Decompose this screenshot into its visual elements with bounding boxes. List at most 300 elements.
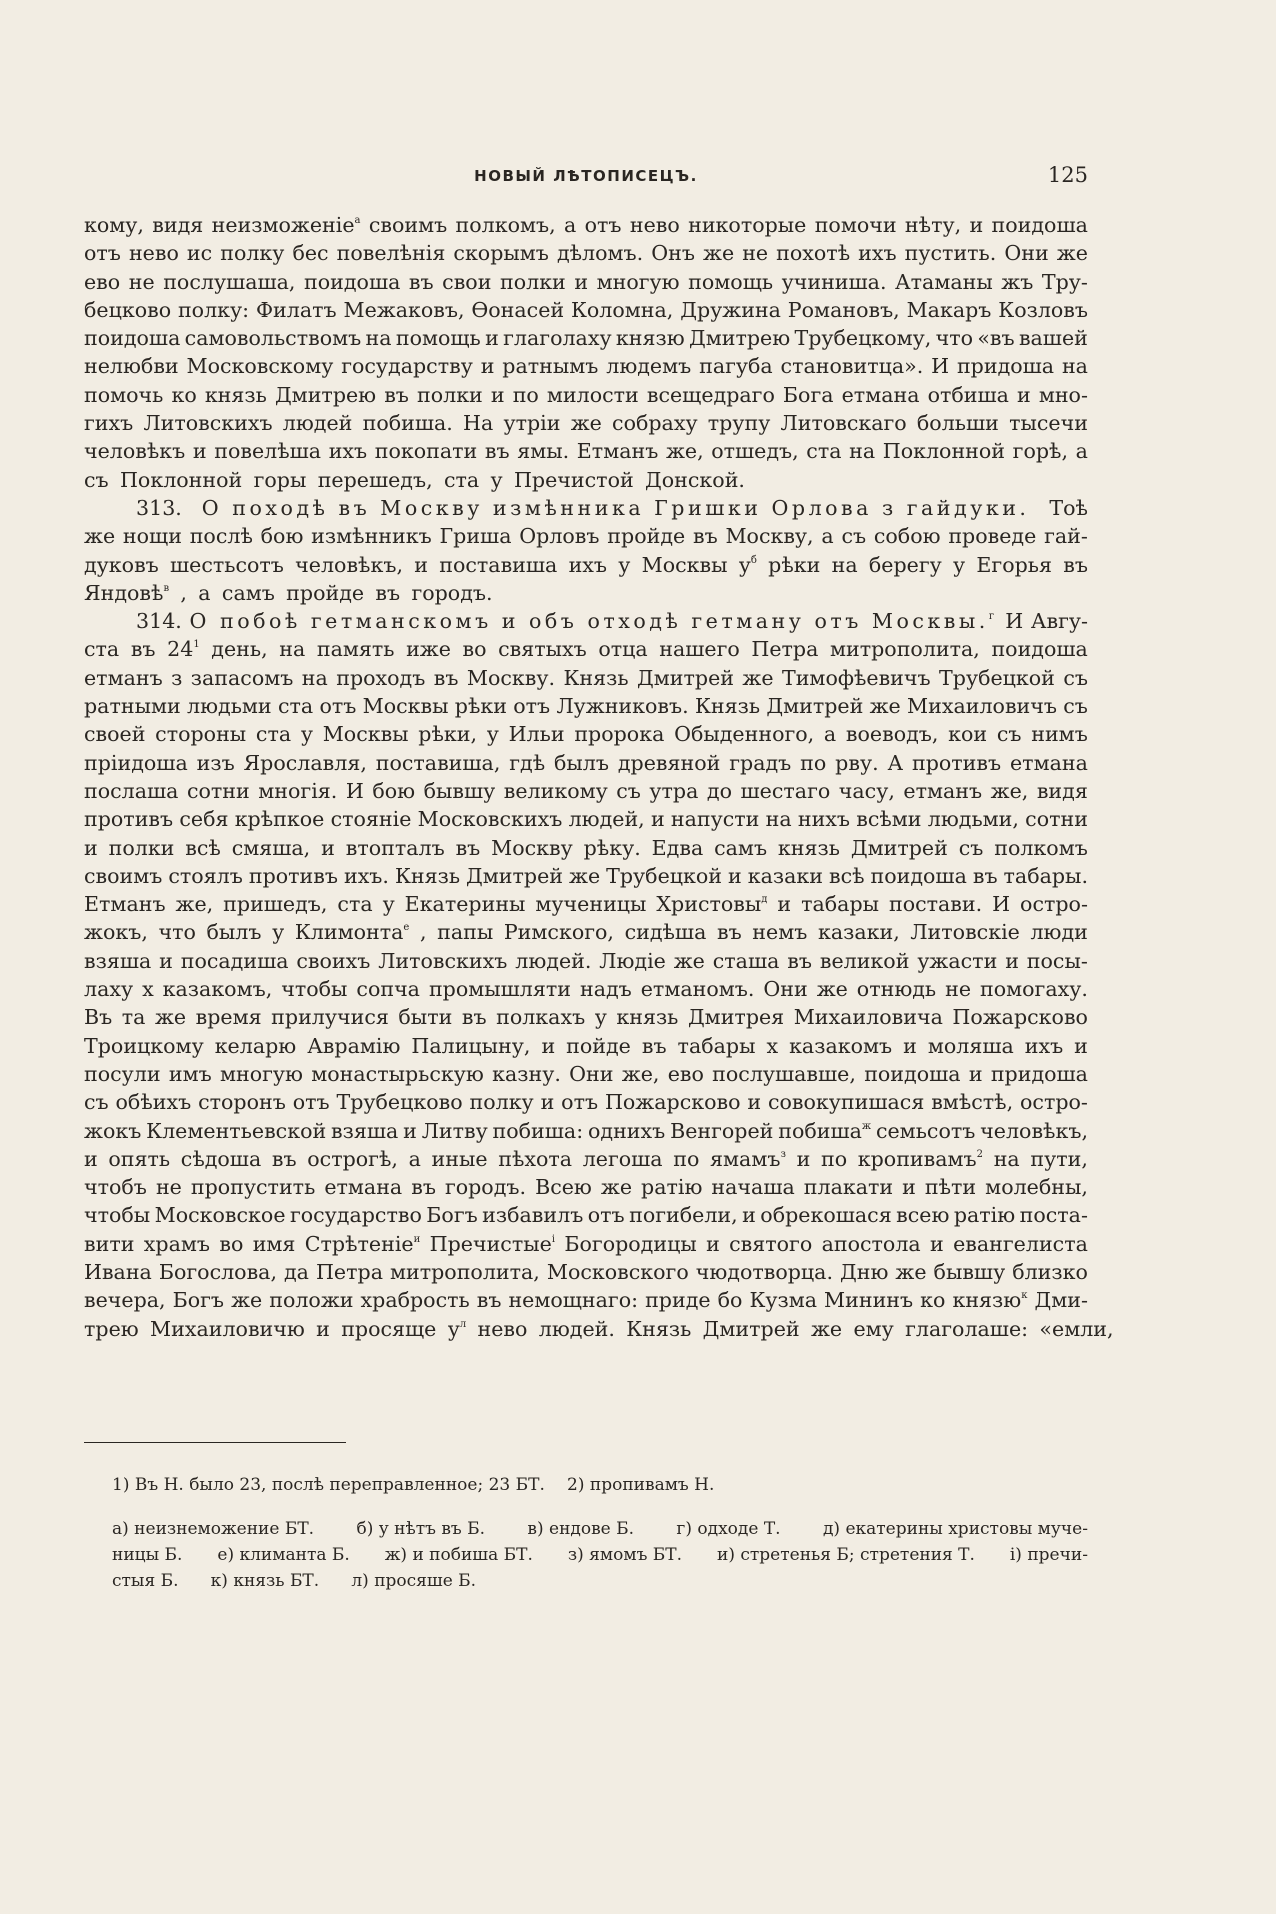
word: не — [155, 1175, 182, 1200]
word: въ — [384, 382, 409, 407]
word: поставиша — [439, 552, 558, 577]
word: Обыденного, — [674, 722, 815, 747]
text-line — [84, 777, 1088, 805]
word: надъ — [579, 977, 632, 1002]
word: посадиша — [180, 948, 289, 973]
word: полки — [416, 382, 483, 407]
word: во — [219, 1231, 244, 1256]
word: же — [1056, 241, 1088, 266]
word: же, — [665, 439, 704, 464]
text-line — [84, 1286, 1088, 1314]
word: ста — [255, 722, 292, 747]
word: людей, — [568, 807, 645, 832]
word: ста — [84, 637, 120, 662]
word: своей — [84, 722, 146, 747]
word: митрополита, — [829, 637, 980, 662]
word: въ — [130, 637, 156, 662]
word: молебны, — [985, 1175, 1088, 1200]
word: етмана — [324, 1175, 403, 1200]
word: у — [486, 722, 499, 747]
variant-note: к) князь БТ. — [210, 1571, 320, 1591]
text-line — [84, 805, 1088, 833]
text-line — [84, 1315, 1114, 1343]
word: глаголаху — [503, 326, 612, 351]
word: Князь — [626, 1316, 692, 1341]
word: трею — [84, 1316, 139, 1341]
word: и — [650, 807, 665, 832]
text-line — [84, 1032, 1088, 1060]
variant-note: а) неизнеможение БТ. — [112, 1519, 315, 1539]
footnote-marker: ж — [861, 1120, 872, 1132]
word: съ — [1063, 694, 1088, 719]
word: Литовскихъ — [143, 411, 273, 436]
word: пророка — [574, 722, 665, 747]
word: Орловъ — [519, 524, 600, 549]
word: 313. — [136, 495, 182, 520]
text-line — [84, 749, 1088, 777]
word: самъ — [714, 835, 768, 860]
word: апостола — [821, 1231, 921, 1256]
footnotes-main — [112, 1472, 1088, 1498]
word: И — [1005, 609, 1024, 634]
word: Гриша — [439, 524, 512, 549]
word: людьми, — [927, 807, 1019, 832]
word: гдѣ — [509, 750, 546, 775]
word: же — [600, 1175, 633, 1200]
word: гихъ — [84, 411, 134, 436]
word: у — [594, 1005, 607, 1030]
word: Коломна, — [570, 297, 674, 322]
word: Дмитрей — [466, 863, 564, 888]
word: память — [316, 637, 395, 662]
word: до — [706, 778, 733, 803]
word: Макаръ — [906, 297, 992, 322]
footnote-marker: в — [163, 582, 170, 594]
word: Дмитрею — [274, 382, 377, 407]
word: казакомъ, — [162, 977, 273, 1002]
word: побиша$^ж$ — [778, 1118, 872, 1143]
word: ста — [277, 694, 314, 719]
text-line — [84, 918, 1088, 946]
word: пѣти — [924, 1175, 977, 1200]
word: Ярославля, — [243, 750, 367, 775]
word: князь — [777, 835, 840, 860]
word: Дмитрея — [687, 1005, 785, 1030]
word: Тру- — [1041, 269, 1088, 294]
word: промышляти — [428, 977, 571, 1002]
word: у — [618, 552, 631, 577]
word: ихъ — [1024, 1033, 1064, 1058]
word: ему — [853, 1316, 894, 1341]
text-line — [84, 409, 1088, 437]
text-line — [84, 324, 1088, 352]
word: Дню — [840, 1259, 889, 1284]
word: гай- — [1044, 524, 1088, 549]
word: втопталъ — [345, 835, 445, 860]
word: въ — [271, 1146, 297, 1171]
word: и — [968, 1061, 983, 1086]
word: а — [198, 580, 211, 605]
word: всею — [896, 1203, 950, 1228]
word: ямы. — [517, 439, 570, 464]
word: нихъ — [797, 807, 851, 832]
section-heading: О походѣ въ Москву измѣнника Гришки Орлова з гайдуки. — [201, 495, 1030, 520]
word: у — [300, 722, 313, 747]
word: своимъ — [84, 863, 163, 888]
word: же, — [175, 892, 214, 917]
word: послушаша, — [163, 269, 296, 294]
section-heading: О побоѣ гетманскомъ и объ отходѣ гетману отъ Москвы.$^г$ — [189, 609, 998, 634]
word: нашего — [659, 637, 740, 662]
word: утріи — [503, 411, 561, 436]
word: сидѣша — [624, 920, 707, 945]
word: всѣми — [856, 807, 922, 832]
word: Екатерины — [404, 892, 526, 917]
word: Михаиловичъ — [907, 694, 1057, 719]
word: пагуба — [699, 354, 773, 379]
word: шестьсотъ — [170, 552, 284, 577]
word: Князь — [694, 694, 761, 719]
word: напусти — [670, 807, 760, 832]
word: собраху — [612, 411, 698, 436]
word: Москву. — [466, 665, 556, 690]
word: помощь — [688, 269, 774, 294]
word: Они — [763, 977, 808, 1002]
word: Московское — [154, 1203, 286, 1228]
word: на — [831, 552, 858, 577]
word: пути, — [1030, 1146, 1088, 1171]
word: Дружина — [680, 297, 781, 322]
word: у — [490, 467, 503, 492]
word: видя — [152, 213, 204, 237]
word: бою — [260, 524, 304, 549]
word: отъ — [84, 241, 121, 266]
word: былъ — [206, 920, 262, 945]
word: жъ — [1001, 269, 1034, 294]
word: съ — [996, 722, 1022, 747]
word: отъ — [561, 1090, 599, 1115]
word: ратію — [641, 1175, 703, 1200]
word: Михаиловича — [793, 1005, 943, 1030]
word: князю — [615, 326, 685, 351]
word: человѣкъ — [84, 439, 186, 464]
word: Богослова, — [158, 1259, 277, 1284]
word: становитца». — [780, 354, 924, 379]
variant-note: ж) и побиша БТ. — [384, 1545, 533, 1565]
word: пустить. — [904, 241, 997, 266]
word: посули — [84, 1061, 161, 1086]
word: на — [365, 326, 392, 351]
word: казаки — [747, 863, 823, 888]
word: по — [820, 1146, 848, 1171]
word: же, — [621, 1061, 660, 1086]
word: чтобы — [281, 977, 348, 1002]
word: скорымъ — [453, 241, 549, 266]
word: просяще — [341, 1316, 437, 1341]
word: полку — [469, 1090, 534, 1115]
word: время — [195, 1005, 262, 1030]
word: отшедъ, — [711, 439, 799, 464]
word: и — [403, 1118, 417, 1143]
word: посы- — [1026, 948, 1088, 973]
word: монастырьскую — [311, 1061, 484, 1086]
word: погибели, — [629, 1203, 738, 1228]
word: людьми — [187, 694, 272, 719]
word: и — [902, 1175, 916, 1200]
word: стояніе — [330, 807, 412, 832]
word: Ильи — [508, 722, 565, 747]
variant-note: ницы Б. — [112, 1545, 183, 1565]
word: а — [408, 1146, 421, 1171]
word: проведе — [948, 524, 1037, 549]
word: да — [284, 1259, 309, 1284]
footnote-line — [112, 1472, 1088, 1498]
word: Литовскихъ — [378, 948, 508, 973]
word: етманъ — [903, 778, 983, 803]
word: шестаго — [740, 778, 831, 803]
text-line — [84, 1088, 1088, 1116]
word: Межаковъ, — [343, 297, 465, 322]
word: Етманъ — [84, 892, 166, 917]
word: Атаманы — [895, 269, 993, 294]
word: сташа — [712, 948, 780, 973]
word: по — [800, 750, 827, 775]
word: поидоша — [84, 326, 181, 351]
word: приде — [645, 1288, 711, 1313]
word: трупу — [707, 411, 771, 436]
footnote-marker: з — [780, 1148, 786, 1160]
word: полку — [220, 241, 285, 266]
word: бою — [372, 778, 416, 803]
word: у — [382, 892, 395, 917]
word: не — [945, 977, 972, 1002]
text-line — [84, 635, 1088, 663]
word: храбрость — [360, 1288, 470, 1313]
word: великому — [503, 778, 608, 803]
footnote-marker: е — [403, 922, 410, 934]
word: же — [816, 977, 848, 1002]
word: И — [345, 778, 364, 803]
word: ста — [443, 467, 480, 492]
word: Москвы — [322, 722, 409, 747]
word: на — [279, 637, 306, 662]
text-line — [84, 381, 1088, 409]
word: мученицы — [535, 892, 647, 917]
word: Троицкому — [84, 1033, 204, 1058]
word: не — [742, 241, 769, 266]
word: Авгу- — [1030, 609, 1088, 634]
word: противъ — [84, 807, 174, 832]
word: сѣдоша — [180, 1146, 262, 1171]
word: Тоѣ — [1049, 495, 1088, 520]
word: та — [121, 1005, 146, 1030]
word: рѣки, — [418, 722, 478, 747]
word: люди — [1030, 920, 1088, 945]
text-line — [84, 268, 1088, 296]
word: нѣту, — [904, 213, 962, 237]
word: Стрѣтеніе$^и$ — [304, 1231, 421, 1256]
word: Поклонной — [119, 467, 243, 492]
word: казаки, — [817, 920, 900, 945]
word: въ — [972, 863, 998, 888]
word: и — [1074, 1033, 1088, 1058]
word: и — [84, 835, 98, 860]
word: Москвы — [641, 552, 728, 577]
word: ихъ — [328, 439, 368, 464]
word: многія. — [258, 778, 338, 803]
word: жокъ, — [84, 920, 148, 945]
word: на — [1061, 354, 1088, 379]
word: Трубецкой — [606, 863, 723, 888]
word: же — [703, 241, 735, 266]
word: бывшу — [933, 1259, 1006, 1284]
word: И — [931, 354, 950, 379]
word: Аврамію — [307, 1033, 401, 1058]
word: дуковъ — [84, 552, 159, 577]
word: государство — [289, 1203, 422, 1228]
word: ихъ — [858, 241, 897, 266]
word: Москву, — [725, 524, 814, 549]
word: мно- — [1038, 382, 1088, 407]
word: И — [992, 892, 1011, 917]
variant-line — [112, 1516, 1088, 1542]
word: на — [765, 807, 792, 832]
word: полкомъ, — [455, 213, 556, 237]
text-line — [84, 975, 1088, 1003]
word: похотѣ — [776, 241, 851, 266]
word: Богородицы — [564, 1231, 697, 1256]
footnotes-variants — [112, 1516, 1088, 1594]
word: табары — [801, 892, 880, 917]
word: противъ — [248, 863, 338, 888]
word: же — [154, 1005, 187, 1030]
word: етманъ — [84, 665, 163, 690]
word: смяша, — [231, 835, 311, 860]
word: своимъ — [368, 213, 448, 237]
word: Христовы$^д$ — [656, 892, 768, 917]
word: ево — [667, 1061, 704, 1086]
word: и — [930, 1231, 944, 1256]
word: ево — [84, 269, 121, 294]
word: помочи — [814, 213, 897, 237]
word: и — [1005, 948, 1019, 973]
word: обѣихъ — [115, 1090, 192, 1115]
word: всещедраго — [646, 382, 775, 407]
word: послушавше, — [712, 1061, 856, 1086]
text-line — [84, 352, 1088, 380]
word: А — [887, 750, 904, 775]
word: рѣку. — [583, 835, 641, 860]
word: перешедъ, — [317, 467, 433, 492]
word: 314. — [136, 609, 182, 634]
word: Егорья — [976, 552, 1052, 577]
word: Князь — [563, 665, 629, 690]
word: , — [419, 920, 427, 945]
word: тысечи — [1009, 411, 1088, 436]
word: На — [463, 411, 494, 436]
word: а — [1075, 439, 1088, 464]
word: взяша — [84, 948, 152, 973]
word: свои — [442, 269, 492, 294]
word: вмѣстѣ, — [931, 1090, 1014, 1115]
footnote-marker: г — [988, 611, 998, 623]
word: въ — [787, 948, 812, 973]
word: на — [301, 665, 328, 690]
variant-note: г) одходе Т. — [676, 1519, 781, 1539]
word: на — [993, 1146, 1020, 1171]
word: пойде — [566, 1033, 631, 1058]
word: и — [84, 1146, 98, 1171]
word: же — [569, 863, 601, 888]
word: глаголаше: — [905, 1316, 1029, 1341]
word: противъ — [911, 750, 1002, 775]
main-text — [84, 211, 1114, 1343]
word: и — [728, 863, 742, 888]
word: острогѣ, — [307, 1146, 398, 1171]
word: съ — [841, 524, 867, 549]
word: же — [869, 694, 901, 719]
word: пройде — [286, 580, 365, 605]
text-line — [84, 664, 1088, 692]
word: Козловъ — [998, 297, 1088, 322]
word: з — [171, 665, 183, 690]
word: Пожарсково — [952, 1005, 1088, 1030]
word: людей — [282, 411, 353, 436]
word: Людіе — [599, 948, 666, 973]
footnote-marker: и — [413, 1233, 421, 1245]
word: же — [231, 1288, 263, 1313]
text-line — [84, 890, 1088, 918]
word: и — [969, 213, 984, 237]
word: Литву — [421, 1118, 488, 1143]
word: ихъ — [568, 552, 608, 577]
word: покопати — [374, 439, 478, 464]
word: Московского — [546, 1259, 689, 1284]
variant-note: д) екатерины христовы муче- — [822, 1519, 1088, 1539]
word: папы — [437, 920, 494, 945]
word: быти — [398, 1005, 453, 1030]
word: нево — [128, 241, 179, 266]
word: поидоша — [870, 863, 967, 888]
word: градъ — [729, 750, 792, 775]
word: , — [180, 580, 187, 605]
text-line — [84, 466, 1088, 494]
word: ста — [337, 892, 373, 917]
word: бо — [717, 1288, 743, 1313]
word: въ — [476, 1288, 502, 1313]
word: у — [953, 552, 966, 577]
word: Дмитрею — [688, 326, 791, 351]
word: многую — [596, 269, 680, 294]
word: ис — [186, 241, 213, 266]
word: вити — [84, 1231, 135, 1256]
word: съ — [84, 467, 109, 492]
word: х — [766, 1033, 779, 1058]
word: Венгорей — [670, 1118, 774, 1143]
word: и — [159, 948, 173, 973]
word: нево — [477, 1316, 528, 1341]
word: же — [895, 1259, 927, 1284]
footnote-marker: а — [354, 215, 361, 226]
word: Они — [569, 1061, 614, 1086]
word: у — [272, 920, 285, 945]
text-line — [84, 1173, 1088, 1201]
footnote-marker: д — [761, 894, 768, 906]
running-head: НОВЫЙ ЛѢТОПИСЕЦЪ. — [474, 167, 698, 185]
word: Князь — [394, 863, 461, 888]
word: былъ — [554, 750, 609, 775]
word: повелѣнія — [336, 241, 446, 266]
